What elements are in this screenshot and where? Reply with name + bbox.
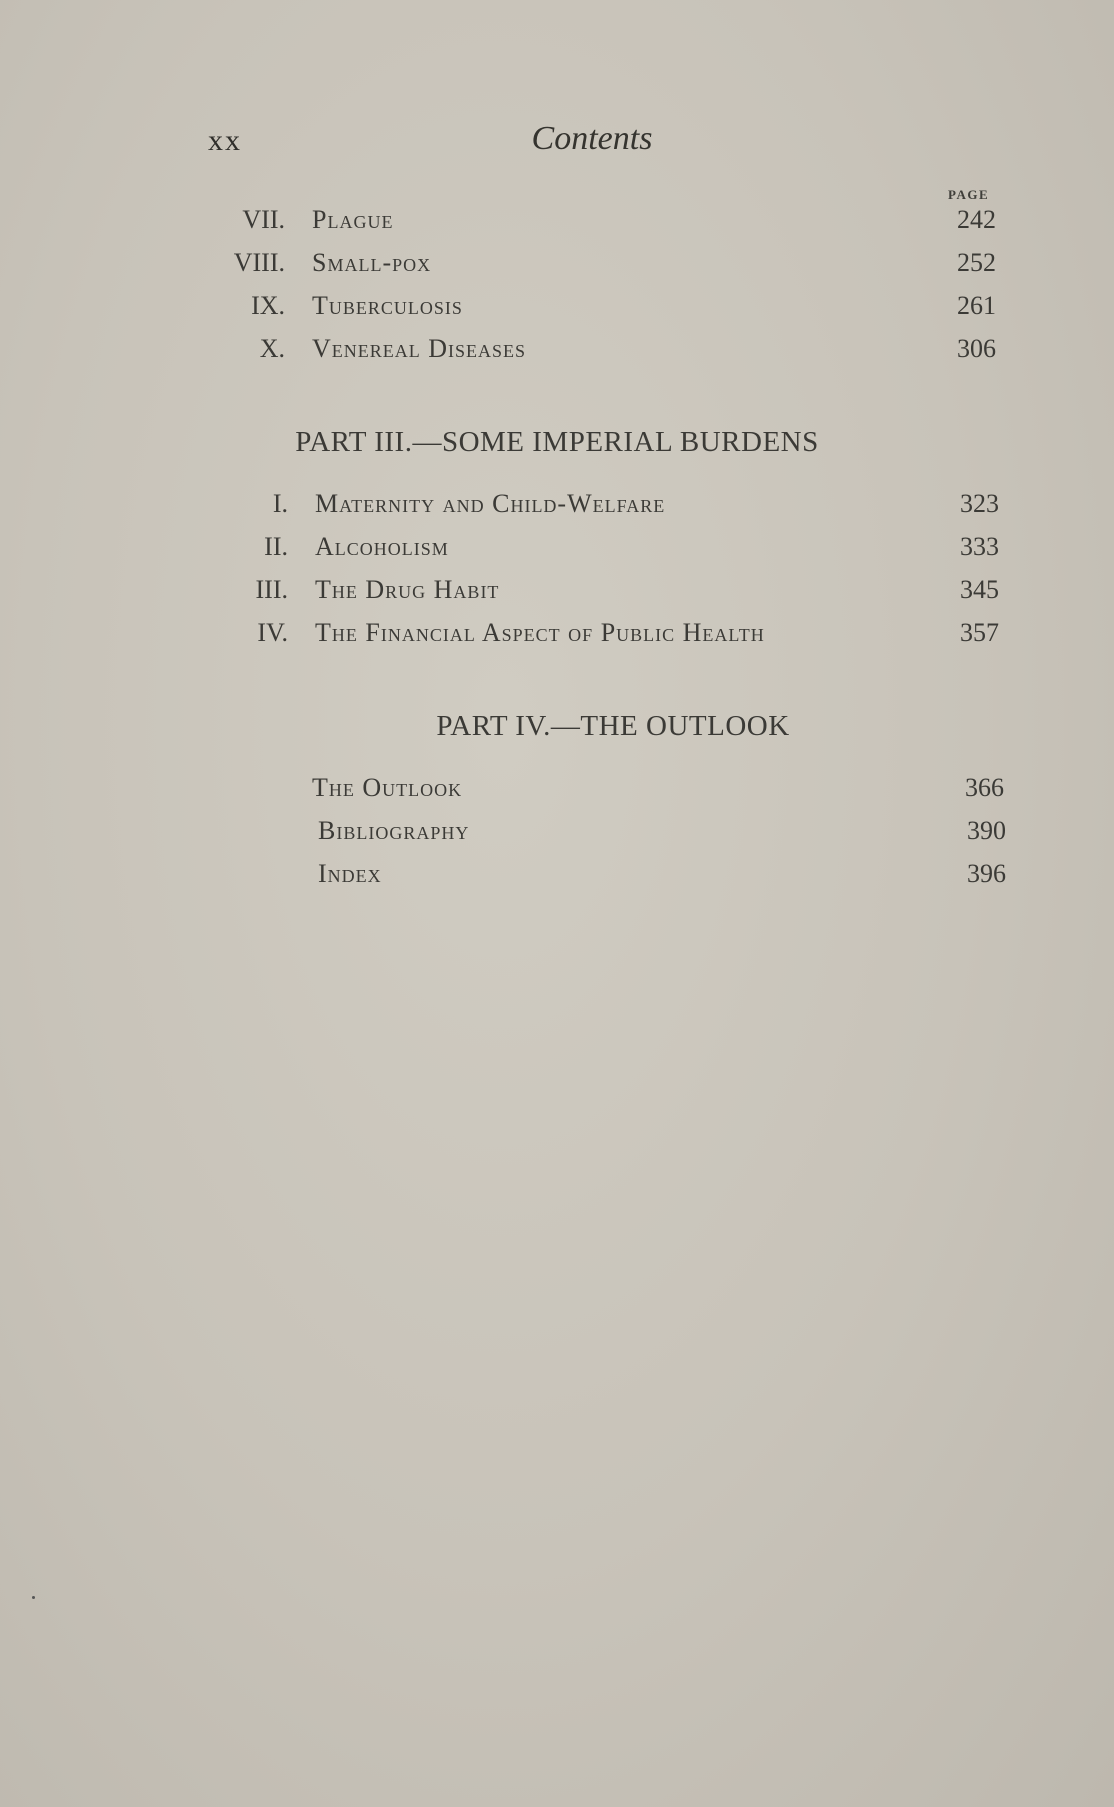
entry-title: Index xyxy=(318,859,382,888)
toc-entry xyxy=(0,532,1114,574)
entry-number: VIII. xyxy=(233,248,285,277)
entry-number: IX. xyxy=(251,291,285,320)
running-head xyxy=(208,120,976,170)
entry-page: 366 xyxy=(965,773,1004,802)
entry-title: Plague xyxy=(312,205,394,234)
toc-entry xyxy=(0,575,1114,617)
entry-page: 396 xyxy=(967,859,1006,888)
toc-entry xyxy=(0,773,1114,815)
running-title: Contents xyxy=(531,120,653,157)
entry-title: Small-pox xyxy=(312,248,432,277)
toc-entry xyxy=(0,816,1114,858)
entry-title: Alcoholism xyxy=(315,532,449,561)
part-heading: PART III.—SOME IMPERIAL BURDENS xyxy=(295,426,819,458)
toc-entry xyxy=(0,489,1114,531)
toc-entry xyxy=(0,205,1114,247)
entry-title: Tuberculosis xyxy=(312,291,463,320)
entry-page: 261 xyxy=(957,291,996,320)
entry-number: I. xyxy=(272,489,288,518)
entry-number: IV. xyxy=(257,618,288,647)
toc-entry xyxy=(0,248,1114,290)
entry-page: 357 xyxy=(960,618,999,647)
entry-page: 306 xyxy=(957,334,996,363)
entry-page: 323 xyxy=(960,489,999,518)
part-heading: PART IV.—THE OUTLOOK xyxy=(436,710,790,742)
toc-entry xyxy=(0,859,1114,901)
entry-page: 390 xyxy=(967,816,1006,845)
toc-entry xyxy=(0,618,1114,660)
page-number: xx xyxy=(208,124,242,157)
entry-number: II. xyxy=(264,532,288,561)
entry-title: The Drug Habit xyxy=(315,575,500,604)
entry-title: Maternity and Child-Welfare xyxy=(315,489,666,518)
entry-page: 242 xyxy=(957,205,996,234)
entry-title: Bibliography xyxy=(318,816,470,845)
entry-number: VII. xyxy=(242,205,285,234)
entry-number: X. xyxy=(259,334,285,363)
entry-title: Venereal Diseases xyxy=(312,334,527,363)
entry-number: III. xyxy=(255,575,288,604)
toc-entry xyxy=(0,291,1114,333)
entry-page: 333 xyxy=(960,532,999,561)
entry-title: The Financial Aspect of Public Health xyxy=(315,618,765,647)
entry-page: 252 xyxy=(957,248,996,277)
toc-entry xyxy=(0,334,1114,376)
page-column-label: PAGE xyxy=(948,187,990,202)
entry-title: The Outlook xyxy=(312,773,463,802)
paper-speck xyxy=(32,1596,35,1599)
entry-page: 345 xyxy=(960,575,999,604)
